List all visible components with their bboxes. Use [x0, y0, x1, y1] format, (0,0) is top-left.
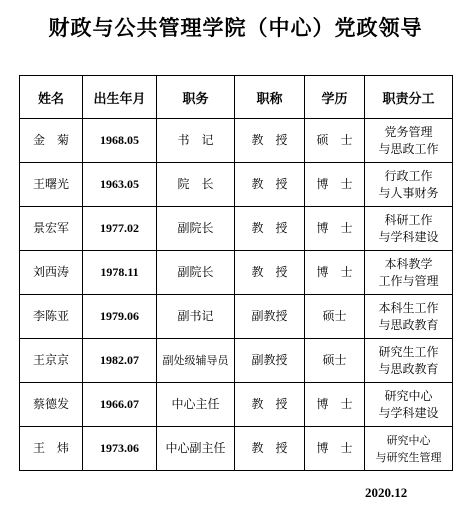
cell-position: 中心主任	[157, 383, 235, 427]
cell-birth: 1963.05	[83, 163, 157, 207]
document-date: 2020.12	[365, 485, 408, 500]
cell-birth: 1978.11	[83, 251, 157, 295]
cell-position: 副院长	[157, 207, 235, 251]
duties-line-2: 与人事财务	[378, 185, 439, 200]
cell-education: 博 士	[305, 207, 365, 251]
cell-position: 副处级辅导员	[157, 339, 235, 383]
cell-education: 博 士	[305, 383, 365, 427]
cell-education: 硕 士	[305, 119, 365, 163]
cell-position: 中心副主任	[157, 427, 235, 471]
cell-birth: 1982.07	[83, 339, 157, 383]
leadership-table	[19, 75, 453, 471]
cell-birth: 1979.06	[83, 295, 157, 339]
cell-position: 书 记	[157, 119, 235, 163]
cell-rank: 副教授	[235, 295, 305, 339]
cell-duties	[365, 427, 453, 471]
duties-line-2: 与思政教育	[378, 361, 439, 376]
cell-rank: 教 授	[235, 163, 305, 207]
header-birth: 出生年月	[83, 76, 157, 119]
table-row	[20, 207, 453, 251]
cell-duties	[365, 339, 453, 383]
cell-duties	[365, 295, 453, 339]
duties-line-1: 研究中心	[386, 433, 431, 447]
cell-position: 副书记	[157, 295, 235, 339]
cell-birth: 1977.02	[83, 207, 157, 251]
cell-name: 王曙光	[20, 163, 83, 207]
table-row	[20, 295, 453, 339]
table-row	[20, 427, 453, 471]
header-rank: 职称	[235, 76, 305, 119]
duties-line-2: 工作与管理	[378, 273, 439, 288]
header-name: 姓名	[20, 76, 83, 119]
cell-rank: 教 授	[235, 251, 305, 295]
cell-birth: 1968.05	[83, 119, 157, 163]
duties-line-2: 与研究生管理	[375, 450, 442, 464]
table-row	[20, 163, 453, 207]
cell-education: 博 士	[305, 163, 365, 207]
duties-line-1: 研究中心	[384, 388, 433, 403]
duties-line-1: 研究生工作	[378, 344, 439, 359]
table-row	[20, 251, 453, 295]
duties-line-2: 与思政教育	[378, 317, 439, 332]
cell-position: 副院长	[157, 251, 235, 295]
header-education: 学历	[305, 76, 365, 119]
duties-line-1: 党务管理	[384, 124, 433, 139]
cell-education: 硕士	[305, 339, 365, 383]
cell-name: 李陈亚	[20, 295, 83, 339]
cell-rank: 教 授	[235, 207, 305, 251]
page-title: 财政与公共管理学院（中心）党政领导	[48, 15, 423, 40]
cell-duties	[365, 207, 453, 251]
duties-line-2: 与学科建设	[378, 229, 439, 244]
cell-education: 博 士	[305, 251, 365, 295]
duties-line-1: 行政工作	[384, 168, 433, 183]
cell-name: 蔡德发	[20, 383, 83, 427]
table-header-row	[20, 76, 453, 119]
cell-education: 博 士	[305, 427, 365, 471]
cell-rank: 副教授	[235, 339, 305, 383]
cell-birth: 1966.07	[83, 383, 157, 427]
cell-rank: 教 授	[235, 427, 305, 471]
cell-name: 景宏军	[20, 207, 83, 251]
cell-name: 王京京	[20, 339, 83, 383]
table-row	[20, 383, 453, 427]
cell-name: 刘西涛	[20, 251, 83, 295]
cell-duties	[365, 163, 453, 207]
cell-name: 金 菊	[20, 119, 83, 163]
cell-duties	[365, 383, 453, 427]
duties-line-1: 本科教学	[384, 256, 433, 271]
cell-rank: 教 授	[235, 383, 305, 427]
cell-duties	[365, 251, 453, 295]
cell-education: 硕士	[305, 295, 365, 339]
duties-line-1: 本科生工作	[378, 300, 439, 315]
table-row	[20, 119, 453, 163]
cell-rank: 教 授	[235, 119, 305, 163]
duties-line-1: 科研工作	[384, 212, 433, 227]
cell-name: 王 炜	[20, 427, 83, 471]
header-position: 职务	[157, 76, 235, 119]
header-duties: 职责分工	[365, 76, 453, 119]
duties-line-2: 与思政工作	[378, 141, 439, 156]
table-row	[20, 339, 453, 383]
cell-birth: 1973.06	[83, 427, 157, 471]
cell-duties	[365, 119, 453, 163]
duties-line-2: 与学科建设	[378, 405, 439, 420]
cell-position: 院 长	[157, 163, 235, 207]
